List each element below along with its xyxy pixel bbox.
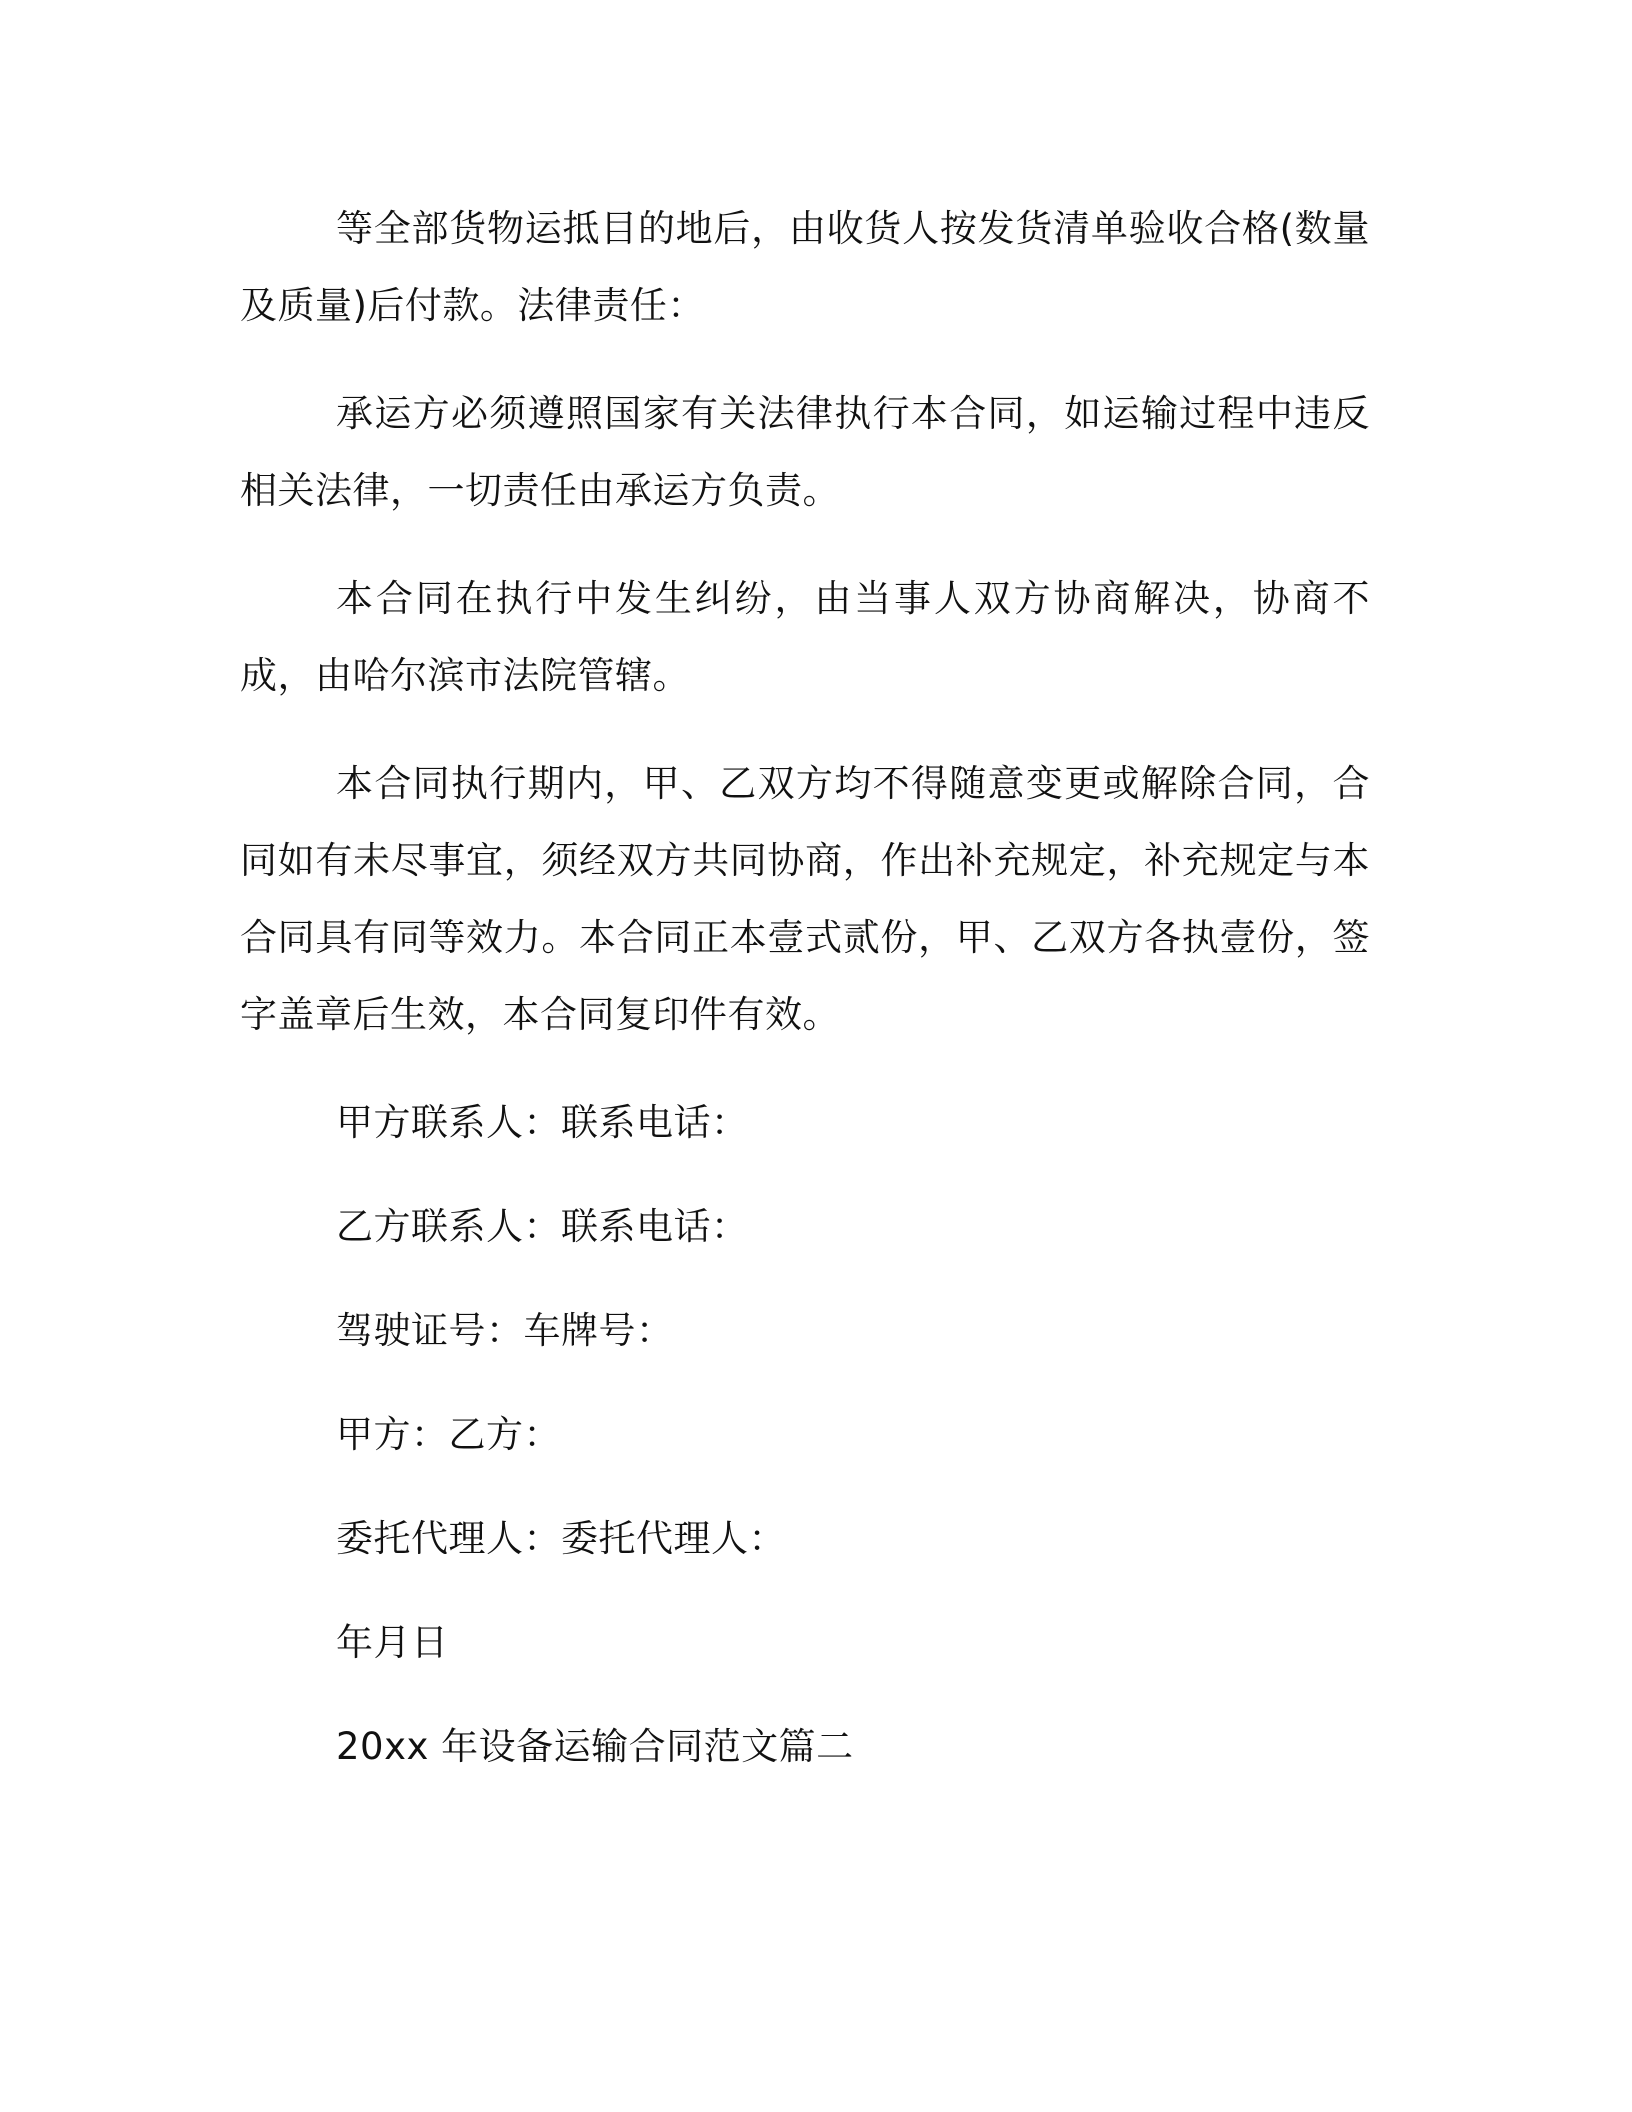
date-line: 年月日 [336,1621,449,1664]
agents-signature-line: 委托代理人：委托代理人： [336,1517,786,1560]
document-body [240,190,1370,1812]
party-a-contact-line: 甲方联系人：联系电话： [336,1101,749,1144]
carrier-liability-paragraph: 承运方必须遵照国家有关法律执行本合同，如运输过程中违反相关法律，一切责任由承运方负责。 [240,392,1370,512]
payment-liability-paragraph: 等全部货物运抵目的地后，由收货人按发货清单验收合格(数量及质量)后付款。法律责任： [240,207,1370,327]
contract-validity-paragraph: 本合同执行期内，甲、乙双方均不得随意变更或解除合同，合同如有未尽事宜，须经双方共同协商，作出补充规定，补充规定与本合同具有同等效力。本合同正本壹式贰份，甲、乙双方各执壹份，签字盖章后生效，本合同复印件有效。 [240,762,1370,1036]
parties-signature-line: 甲方：乙方： [336,1413,561,1456]
party-b-contact-line: 乙方联系人：联系电话： [336,1205,749,1248]
driver-license-plate-line: 驾驶证号：车牌号： [336,1309,674,1352]
next-section-title: 20xx 年设备运输合同范文篇二 [336,1725,854,1768]
dispute-resolution-paragraph: 本合同在执行中发生纠纷，由当事人双方协商解决，协商不成，由哈尔滨市法院管辖。 [240,577,1370,697]
